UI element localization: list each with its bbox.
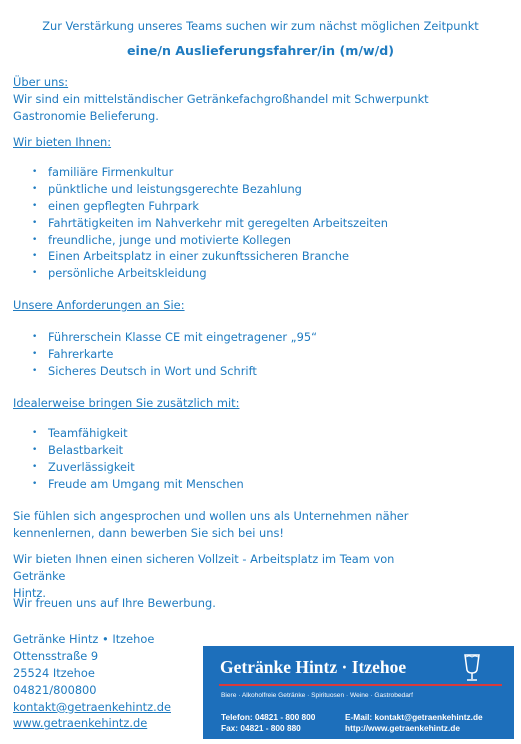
about-section <box>13 74 493 125</box>
list-item: • Führerschein Klasse CE mit eingetragener „95“ <box>13 329 493 346</box>
closing-p1-line-2: kennenlernen, dann bewerben Sie sich bei uns! <box>13 525 284 540</box>
contact-street: Ottensstraße 9 <box>13 648 99 663</box>
logo-divider <box>219 684 502 686</box>
requirements-heading: Unsere Anforderungen an Sie: <box>13 298 185 312</box>
ideal-heading: Idealerweise bringen Sie zusätzlich mit: <box>13 396 240 410</box>
contact-block <box>13 631 198 732</box>
list-item: • persönliche Arbeitskleidung <box>13 265 493 282</box>
contact-phone: 04821/800800 <box>13 682 97 697</box>
contact-city: 25524 Itzehoe <box>13 665 95 680</box>
list-item: • pünktliche und leistungsgerechte Bezahlung <box>13 181 493 198</box>
list-item: • freundliche, junge und motivierte Kollegen <box>13 232 493 249</box>
closing-paragraph-1 <box>13 508 433 542</box>
closing-paragraph-3 <box>13 595 433 612</box>
list-item: • Einen Arbeitsplatz in einer zukunftssicheren Branche <box>13 248 493 265</box>
requirements-heading-block <box>13 297 493 314</box>
offer-heading: Wir bieten Ihnen: <box>13 135 112 149</box>
ideal-list <box>13 425 493 493</box>
offer-list <box>13 164 493 282</box>
intro-text: Zur Verstärkung unseres Teams suchen wir zum nächst möglichen Zeitpunkt <box>42 19 479 33</box>
about-heading: Über uns: <box>13 75 69 89</box>
contact-email-link[interactable]: kontakt@getraenkehintz.de <box>13 699 171 714</box>
job-title: eine/n Auslieferungsfahrer/in (m/w/d) <box>126 42 395 58</box>
about-line-1: Wir sind ein mittelständischer Getränkefachgroßhandel mit Schwerpunkt <box>13 91 429 106</box>
list-item: • Belastbarkeit <box>13 442 493 459</box>
about-line-2: Gastronomie Belieferung. <box>13 108 159 123</box>
logo-phone: Telefon: 04821 - 800 800 <box>221 712 316 722</box>
ideal-heading-block <box>13 395 493 412</box>
requirements-list <box>13 329 493 380</box>
list-item: • Sicheres Deutsch in Wort und Schrift <box>13 363 493 380</box>
closing-p2-line-2: Hintz. <box>13 585 47 600</box>
logo-email: E-Mail: kontakt@getraenkehintz.de <box>345 712 483 722</box>
logo-categories: Biere · Alkoholfreie Getränke · Spirituosen · Weine · Gastrobedarf <box>221 692 413 699</box>
closing-p2-line-1: Wir bieten Ihnen einen sicheren Vollzeit - Arbeitsplatz im Team von Getränke <box>13 552 395 583</box>
offer-heading-block <box>13 134 493 151</box>
list-item: • Freude am Umgang mit Menschen <box>13 476 493 493</box>
list-item: • familiäre Firmenkultur <box>13 164 493 181</box>
logo-brand-name: Getränke Hintz · Itzehoe <box>220 657 407 677</box>
logo-fax: Fax: 04821 - 800 880 <box>221 723 301 733</box>
list-item: • Zuverlässigkeit <box>13 459 493 476</box>
contact-company: Getränke Hintz • Itzehoe <box>13 632 155 646</box>
beer-glass-icon <box>461 652 483 682</box>
intro <box>0 18 521 60</box>
list-item: • Fahrerkarte <box>13 346 493 363</box>
closing-p1-line-1: Sie fühlen sich angesprochen und wollen uns als Unternehmen näher <box>13 509 409 523</box>
company-logo-card <box>203 646 514 739</box>
logo-web: http://www.getraenkehintz.de <box>345 723 460 733</box>
closing-p3: Wir freuen uns auf Ihre Bewerbung. <box>13 596 216 610</box>
list-item: • Fahrtätigkeiten im Nahverkehr mit geregelten Arbeitszeiten <box>13 215 493 232</box>
contact-website-link[interactable]: www.getraenkehintz.de <box>13 716 148 731</box>
list-item: • Teamfähigkeit <box>13 425 493 442</box>
list-item: • einen gepflegten Fuhrpark <box>13 198 493 215</box>
